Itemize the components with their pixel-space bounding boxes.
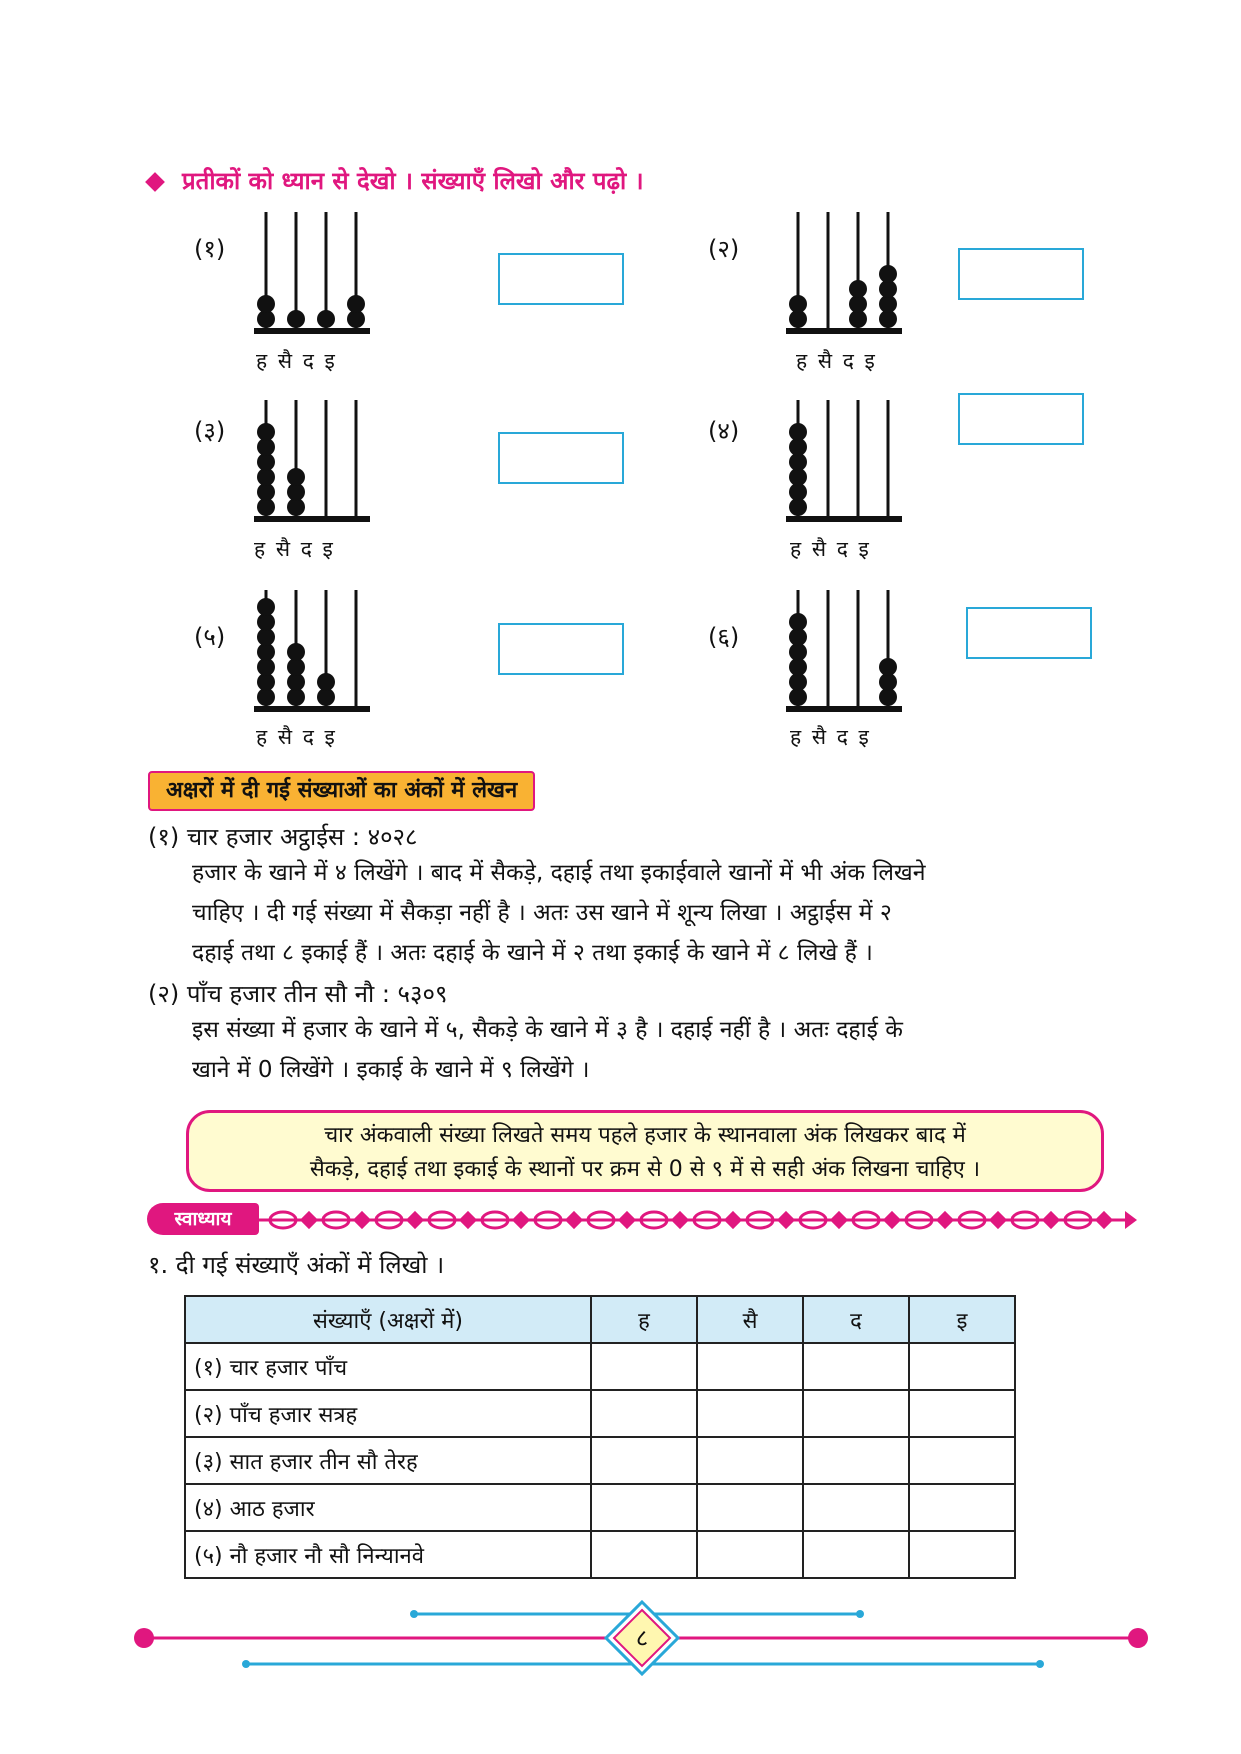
answer-box[interactable] <box>498 623 624 675</box>
answer-cell[interactable] <box>591 1390 697 1437</box>
abacus-diagram <box>254 588 384 718</box>
chain-diamond <box>514 1213 528 1227</box>
answer-cell[interactable] <box>697 1484 803 1531</box>
abacus-bead <box>849 280 867 298</box>
paragraph-line: चाहिए । दी गई संख्या में सैकड़ा नहीं है । अतः उस खाने में शून्य लिखा । अट्ठाईस में २ <box>192 900 892 926</box>
chain-diamond <box>832 1213 846 1227</box>
answer-cell[interactable] <box>591 1437 697 1484</box>
chain-diamond <box>355 1213 369 1227</box>
chain-diamond <box>302 1213 316 1227</box>
answer-cell[interactable] <box>803 1484 909 1531</box>
section-heading: अक्षरों में दी गई संख्याओं का अंकों में लेखन <box>148 771 535 811</box>
example-title: (२) पाँच हजार तीन सौ नौ : ५३०९ <box>148 980 448 1008</box>
col-header-tens: द <box>803 1296 909 1343</box>
answer-box[interactable] <box>498 253 624 305</box>
abacus-base <box>786 706 902 712</box>
abacus-bead <box>317 310 335 328</box>
paragraph-line: इस संख्या में हजार के खाने में ५, सैकड़े के खाने में ३ है । दहाई नहीं है । अतः दहाई के <box>192 1017 903 1043</box>
abacus-base <box>786 516 902 522</box>
abacus-place-labels: ह सै द इ <box>254 537 335 561</box>
answer-box[interactable] <box>958 248 1084 300</box>
abacus-diagram <box>254 398 384 528</box>
answer-cell[interactable] <box>697 1531 803 1578</box>
paragraph-line: हजार के खाने में ४ लिखेंगे । बाद में सैकड़े, दहाई तथा इकाईवाले खानों में भी अंक लिखने <box>192 860 926 886</box>
answer-cell[interactable] <box>591 1343 697 1390</box>
row-label: (३) सात हजार तीन सौ तेरह <box>185 1437 591 1484</box>
diamond-bullet-icon <box>145 172 165 192</box>
abacus-place-labels: ह सै द इ <box>256 349 337 373</box>
abacus-base <box>254 706 370 712</box>
note-line: सैकड़े, दहाई तथा इकाई के स्थानों पर क्रम से 0 से ९ में से सही अंक लिखना चाहिए । <box>309 1157 981 1182</box>
row-label: (५) नौ हजार नौ सौ निन्यानवे <box>185 1531 591 1578</box>
abacus-number: (६) <box>708 623 740 651</box>
answer-cell[interactable] <box>591 1484 697 1531</box>
abacus-diagram <box>786 588 916 718</box>
abacus-bead <box>287 310 305 328</box>
chain-diamond <box>408 1213 422 1227</box>
chain-diamond <box>1044 1213 1058 1227</box>
paragraph-line: दहाई तथा ८ इकाई हैं । अतः दहाई के खाने में २ तथा इकाई के खाने में ८ लिखे हैं । <box>192 940 873 966</box>
abacus-bead <box>879 265 897 283</box>
chain-diamond <box>779 1213 793 1227</box>
chain-diamond <box>620 1213 634 1227</box>
abacus-bead <box>317 673 335 691</box>
answer-cell[interactable] <box>697 1343 803 1390</box>
page-number: ८ <box>635 1624 649 1652</box>
chain-diamond <box>726 1213 740 1227</box>
table-row <box>185 1343 1015 1390</box>
answer-box[interactable] <box>958 393 1084 445</box>
abacus-bead <box>287 643 305 661</box>
abacus-bead <box>789 423 807 441</box>
row-label: (४) आठ हजार <box>185 1484 591 1531</box>
abacus-bead <box>879 658 897 676</box>
col-header-words: संख्याएँ (अक्षरों में) <box>185 1296 591 1343</box>
abacus-number: (३) <box>194 417 226 445</box>
answer-cell[interactable] <box>803 1531 909 1578</box>
table-header-row <box>185 1296 1015 1343</box>
abacus-place-labels: ह सै द इ <box>790 537 871 561</box>
abacus-place-labels: ह सै द इ <box>796 349 877 373</box>
instruction: प्रतीकों को ध्यान से देखो । संख्याएँ लिखो और पढ़ो । <box>148 164 644 197</box>
question-1: १. दी गई संख्याएँ अंकों में लिखो । <box>148 1251 445 1279</box>
answer-cell[interactable] <box>803 1343 909 1390</box>
answer-cell[interactable] <box>697 1437 803 1484</box>
answer-cell[interactable] <box>909 1484 1015 1531</box>
answer-cell[interactable] <box>803 1437 909 1484</box>
answer-cell[interactable] <box>803 1390 909 1437</box>
abacus-number: (४) <box>708 417 740 445</box>
abacus-bead <box>257 295 275 313</box>
note-line: चार अंकवाली संख्या लिखते समय पहले हजार के स्थानवाला अंक लिखकर बाद में <box>324 1123 966 1148</box>
abacus-base <box>254 516 370 522</box>
answer-cell[interactable] <box>697 1390 803 1437</box>
example-title: (१) चार हजार अट्ठाईस : ४०२८ <box>148 823 418 851</box>
table-row <box>185 1437 1015 1484</box>
exercise-tag: स्वाध्याय <box>147 1203 259 1235</box>
chain-diamond <box>1097 1213 1111 1227</box>
table-row <box>185 1390 1015 1437</box>
paragraph-line: खाने में 0 लिखेंगे । इकाई के खाने में ९ लिखेंगे । <box>192 1057 590 1083</box>
abacus-bead <box>789 295 807 313</box>
abacus-number: (१) <box>194 235 226 263</box>
answer-box[interactable] <box>966 607 1092 659</box>
page-number-badge <box>604 1600 680 1676</box>
col-header-thousands: ह <box>591 1296 697 1343</box>
col-header-ones: इ <box>909 1296 1015 1343</box>
chain-diamond <box>885 1213 899 1227</box>
answer-cell[interactable] <box>909 1390 1015 1437</box>
abacus-place-labels: ह सै द इ <box>790 725 871 749</box>
chain-diamond <box>673 1213 687 1227</box>
abacus-bead <box>347 295 365 313</box>
decorative-chain-divider <box>259 1205 1139 1235</box>
abacus-diagram <box>786 398 916 528</box>
row-label: (१) चार हजार पाँच <box>185 1343 591 1390</box>
chain-diamond <box>938 1213 952 1227</box>
abacus-place-labels: ह सै द इ <box>256 725 337 749</box>
example-paragraph <box>192 853 1134 973</box>
chain-diamond <box>461 1213 475 1227</box>
answer-cell[interactable] <box>909 1343 1015 1390</box>
abacus-bead <box>257 598 275 616</box>
example-paragraph <box>192 1010 1134 1090</box>
abacus-base <box>254 328 370 334</box>
abacus-bead <box>287 468 305 486</box>
table-row <box>185 1531 1015 1578</box>
note-box <box>186 1110 1104 1192</box>
answer-cell[interactable] <box>909 1437 1015 1484</box>
abacus-bead <box>789 613 807 631</box>
abacus-bead <box>257 423 275 441</box>
chain-diamond <box>567 1213 581 1227</box>
answer-cell[interactable] <box>909 1531 1015 1578</box>
abacus-diagram <box>786 210 916 340</box>
abacus-number: (५) <box>194 623 226 651</box>
answer-cell[interactable] <box>591 1531 697 1578</box>
row-label: (२) पाँच हजार सत्रह <box>185 1390 591 1437</box>
abacus-base <box>786 328 902 334</box>
abacus-diagram <box>254 210 384 340</box>
chain-diamond <box>991 1213 1005 1227</box>
table-row <box>185 1484 1015 1531</box>
abacus-number: (२) <box>708 235 740 263</box>
answer-table <box>184 1295 1016 1579</box>
col-header-hundreds: सै <box>697 1296 803 1343</box>
answer-box[interactable] <box>498 432 624 484</box>
